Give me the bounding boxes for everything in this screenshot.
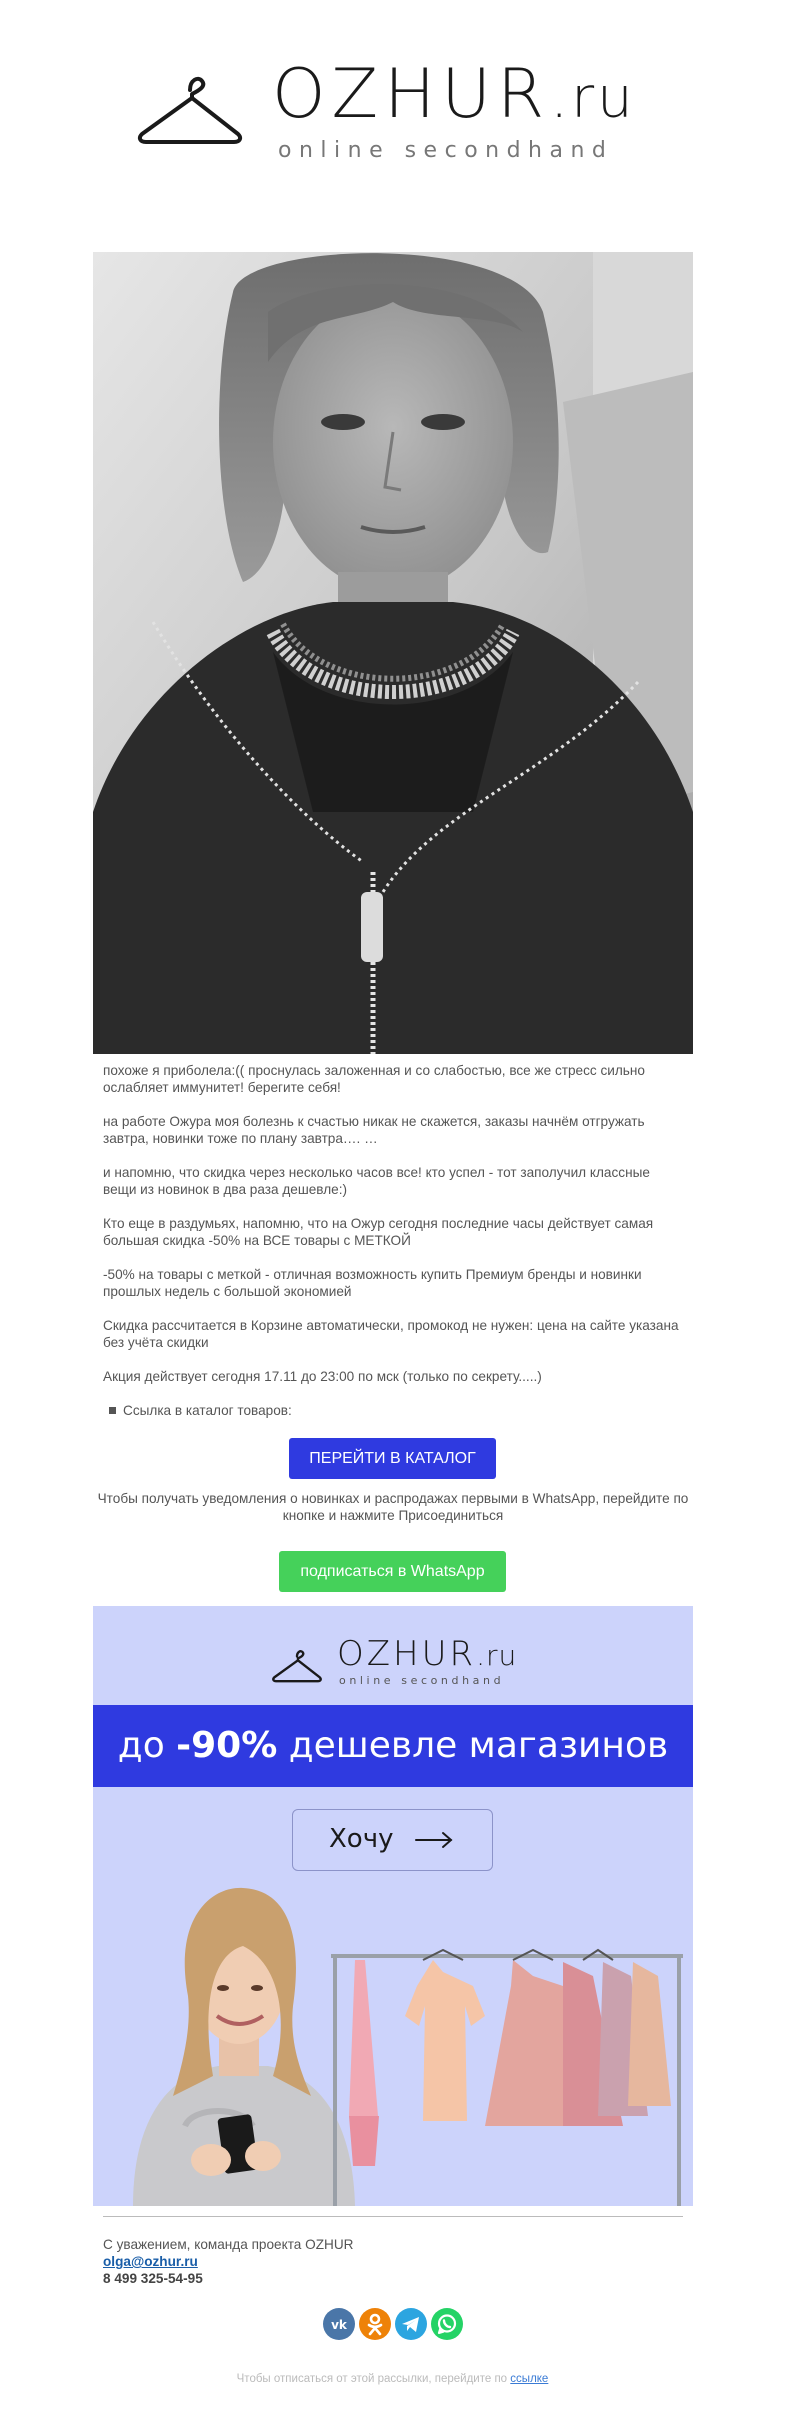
paragraph: -50% на товары с меткой - отличная возможность купить Премиум бренды и новинки прошлых недель с большой экономией <box>103 1267 642 1299</box>
svg-text:vk: vk <box>330 2318 347 2332</box>
hanger-icon <box>136 72 244 148</box>
paragraph: Акция действует сегодня 17.11 до 23:00 по мск (только по секрету.....) <box>103 1369 542 1384</box>
paragraph: Кто еще в раздумьях, напомню, что на Ожур сегодня последние часы действует самая большая скидка -50% на ВСЕ товары с МЕТКОЙ <box>103 1216 654 1248</box>
regards-text: С уважением, команда проекта OZHUR <box>103 2237 354 2252</box>
brand-tagline: online secondhand <box>278 138 614 163</box>
whatsapp-subscribe-button[interactable]: подписаться в WhatsApp <box>279 1551 505 1592</box>
paragraph: похоже я приболела:(( проснулась заложенная и со слабостью, все же стресс сильно ослабляет иммунитет! берегите себя! <box>103 1063 645 1095</box>
whatsapp-button-wrap <box>0 1551 785 1592</box>
phone-number: 8 499 325-54-95 <box>103 2271 203 2286</box>
email-link[interactable]: olga@ozhur.ru <box>103 2254 198 2269</box>
odnoklassniki-icon[interactable] <box>359 2308 391 2340</box>
telegram-icon[interactable] <box>395 2308 427 2340</box>
unsubscribe-link[interactable]: ссылке <box>510 2373 549 2385</box>
footer-divider <box>103 2216 683 2217</box>
catalog-button-wrap <box>0 1438 785 1479</box>
whatsapp-notice: Чтобы получать уведомления о новинках и распродажах первыми в WhatsApp, перейдите по кнопке и нажмите Присоединиться <box>97 1491 689 1523</box>
catalog-bullet: Ссылка в каталог товаров: <box>103 1402 683 1419</box>
paragraph: на работе Ожура моя болезнь к счастью никак не скажется, заказы начнём отгружать завтра, новинки тоже по плану завтра…. … <box>103 1114 645 1146</box>
banner-tagline: online secondhand <box>339 1674 505 1687</box>
header-logo[interactable] <box>0 0 785 252</box>
brand-name: OZHUR.ru <box>272 55 636 134</box>
promo-banner[interactable] <box>93 1606 693 2206</box>
whatsapp-icon[interactable] <box>431 2308 463 2340</box>
paragraph: Скидка рассчитается в Корзине автоматически, промокод не нужен: цена на сайте указана без учёта скидки <box>103 1318 679 1350</box>
social-links <box>0 2308 785 2340</box>
signature <box>103 2236 353 2287</box>
arrow-right-icon <box>414 1830 454 1850</box>
want-label: Хочу <box>329 1824 394 1854</box>
catalog-button[interactable]: ПЕРЕЙТИ В КАТАЛОГ <box>289 1438 495 1479</box>
unsubscribe-note: Чтобы отписаться от этой рассылки, перейдите по ссылке <box>236 2373 549 2385</box>
letter-body <box>93 1054 693 1433</box>
banner-brand: OZHUR.ru <box>337 1634 518 1674</box>
want-button[interactable] <box>292 1809 493 1871</box>
vk-icon[interactable] <box>323 2308 355 2340</box>
banner-illustration <box>93 1876 693 2206</box>
promo-strip: до -90% дешевле магазинов <box>93 1705 693 1787</box>
portrait-photo <box>93 252 693 1054</box>
paragraph: и напомню, что скидка через несколько часов все! кто успел - тот заполучил классные вещи из новинок в два раза дешевле:) <box>103 1165 650 1197</box>
hanger-icon <box>271 1648 323 1684</box>
